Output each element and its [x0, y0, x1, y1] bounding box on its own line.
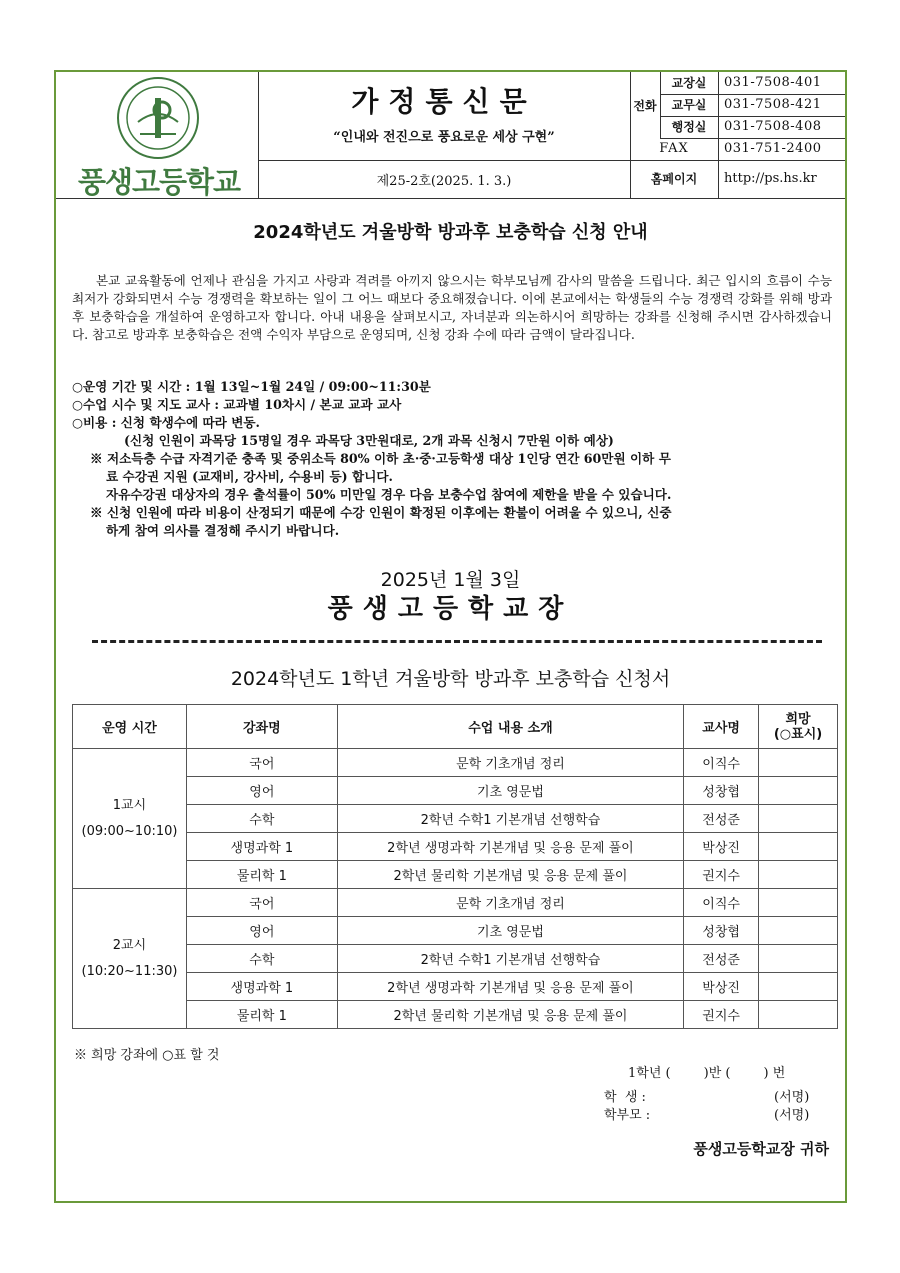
period-name: 2교시 — [112, 937, 147, 953]
course-desc: 2학년 물리학 기본개념 및 응용 문제 풀이 — [337, 1001, 683, 1029]
course-desc: 2학년 생명과학 기본개념 및 응용 문제 풀이 — [337, 973, 683, 1001]
period-cell — [73, 889, 187, 1029]
note-refund: ※ 신청 인원에 따라 비용이 산정되기 때문에 수강 인원이 확정된 이후에는 환불이 어려울 수 있으니, 신중 — [90, 505, 672, 520]
phone-row-label: 행정실 — [660, 116, 719, 138]
class-number-line[interactable]: 1학년 ( )반 ( ) 번 — [628, 1066, 786, 1081]
phone-row-academic — [660, 94, 845, 117]
cut-line — [92, 640, 822, 643]
course-desc: 2학년 수학1 기본개념 선행학습 — [337, 945, 683, 973]
col-time: 운영 시간 — [73, 705, 187, 749]
teacher-name: 성창협 — [684, 777, 759, 805]
homepage-url[interactable]: http://ps.hs.kr — [724, 171, 817, 186]
table-row — [73, 777, 838, 805]
col-teacher: 교사명 — [684, 705, 759, 749]
student-sign-label: 학 생 : — [604, 1090, 646, 1105]
teacher-name: 전성준 — [684, 805, 759, 833]
wish-cell[interactable] — [759, 833, 838, 861]
phone-row-label: 교장실 — [660, 72, 719, 94]
wish-cell[interactable] — [759, 749, 838, 777]
item-period: ○운영 기간 및 시간 : 1월 13일~1월 24일 / 09:00~11:30분 — [72, 379, 431, 394]
course-desc: 2학년 생명과학 기본개념 및 응용 문제 풀이 — [337, 833, 683, 861]
period-time: (09:00~10:10) — [81, 823, 178, 839]
teacher-name: 박상진 — [684, 833, 759, 861]
table-row — [73, 889, 838, 917]
school-motto: “인내와 전진으로 풍요로운 세상 구현” — [333, 130, 555, 145]
student-sign-mark[interactable]: (서명) — [774, 1090, 810, 1105]
course-desc: 문학 기초개념 정리 — [337, 749, 683, 777]
course-desc: 기초 영문법 — [337, 917, 683, 945]
teacher-name: 박상진 — [684, 973, 759, 1001]
teacher-name: 권지수 — [684, 1001, 759, 1029]
col-course: 강좌명 — [186, 705, 337, 749]
course-name: 국어 — [186, 749, 337, 777]
col-wish: 희망 (○표시) — [759, 705, 838, 749]
notice-title: 2024학년도 겨울방학 방과후 보충학습 신청 안내 — [253, 222, 648, 243]
item-cost: ○비용 : 신청 학생수에 따라 변동. — [72, 415, 260, 430]
document-frame — [54, 70, 847, 1203]
parent-sign-label: 학부모 : — [604, 1108, 651, 1123]
teacher-name: 이직수 — [684, 749, 759, 777]
notice-date: 2025년 1월 3일 — [380, 569, 521, 591]
homepage-row — [630, 160, 845, 198]
wish-cell[interactable] — [759, 805, 838, 833]
parent-sign-mark[interactable]: (서명) — [774, 1108, 810, 1123]
period-name: 1교시 — [112, 797, 147, 813]
phone-number: 031-7508-421 — [724, 97, 822, 112]
wish-cell[interactable] — [759, 973, 838, 1001]
note-refund-cont: 하게 참여 의사를 결정해 주시기 바랍니다. — [106, 523, 340, 538]
title-cell — [258, 72, 631, 161]
phone-row-label: 교무실 — [660, 94, 719, 116]
teacher-name: 성창협 — [684, 917, 759, 945]
period-time: (10:20~11:30) — [81, 963, 178, 979]
course-name: 물리학 1 — [186, 1001, 337, 1029]
table-row — [73, 805, 838, 833]
phone-row-admin — [660, 116, 845, 139]
table-row — [73, 917, 838, 945]
teacher-name: 이직수 — [684, 889, 759, 917]
course-name: 영어 — [186, 777, 337, 805]
course-name: 수학 — [186, 805, 337, 833]
course-name: 생명과학 1 — [186, 833, 337, 861]
wish-cell[interactable] — [759, 777, 838, 805]
course-desc: 2학년 수학1 기본개념 선행학습 — [337, 805, 683, 833]
school-seal-icon — [116, 76, 200, 160]
item-cost-detail: (신청 인원이 과목당 15명일 경우 과목당 3만원대로, 2개 과목 신청시 7만원 이하 예상) — [124, 433, 614, 448]
col-description: 수업 내용 소개 — [337, 705, 683, 749]
table-row — [73, 749, 838, 777]
contact-table — [630, 72, 845, 198]
teacher-name: 권지수 — [684, 861, 759, 889]
wish-cell[interactable] — [759, 917, 838, 945]
course-desc: 2학년 물리학 기본개념 및 응용 문제 풀이 — [337, 861, 683, 889]
issue-cell — [258, 160, 631, 198]
form-footnote: ※ 희망 강좌에 ○표 할 것 — [74, 1048, 220, 1063]
school-name-logo: 풍생고등학교 — [77, 165, 241, 199]
phone-label: 전화 — [630, 72, 661, 138]
homepage-label: 홈페이지 — [630, 160, 719, 198]
school-logo-area — [56, 72, 259, 198]
phone-number: 031-7508-408 — [724, 119, 822, 134]
course-desc: 문학 기초개념 정리 — [337, 889, 683, 917]
phone-number: 031-7508-401 — [724, 75, 822, 90]
fax-number: 031-751-2400 — [724, 141, 822, 156]
issue-number: 제25-2호(2025. 1. 3.) — [376, 174, 512, 189]
paper-title: 가정통신문 — [351, 85, 537, 118]
period-cell — [73, 749, 187, 889]
course-name: 수학 — [186, 945, 337, 973]
course-name: 생명과학 1 — [186, 973, 337, 1001]
course-desc: 기초 영문법 — [337, 777, 683, 805]
application-table — [72, 704, 838, 1029]
table-row — [73, 945, 838, 973]
course-name: 국어 — [186, 889, 337, 917]
table-row — [73, 861, 838, 889]
notice-items — [72, 378, 842, 540]
table-header-row — [73, 705, 838, 749]
fax-row — [630, 138, 845, 161]
letter-header — [56, 72, 845, 199]
teacher-name: 전성준 — [684, 945, 759, 973]
wish-cell[interactable] — [759, 889, 838, 917]
table-row — [73, 833, 838, 861]
phone-row-principal — [660, 72, 845, 95]
wish-cell[interactable] — [759, 1001, 838, 1029]
course-name: 물리학 1 — [186, 861, 337, 889]
course-name: 영어 — [186, 917, 337, 945]
intro-paragraph: 본교 교육활동에 언제나 관심을 가지고 사랑과 격려를 아끼지 않으시는 학부모님께 감사의 말씀을 드립니다. 최근 입시의 흐름이 수능 최저가 강화되면서 수능 경쟁력을 확보하는 일이 그 어느 때보다 중요해졌습니다. 이에 본교에서는 학생들의 수능 경쟁력 강화를 위해 방과후 보충학습을 개설하여 운영하고자 합니다. 아내 내용을 살펴보시고, 자녀분과 의논하시어 희망하는 강좌를 신청해 주시면 감사하겠습니다. 참고로 방과후 보충학습은 전액 수익자 부담으로 운영되며, 신청 강좌 수에 따라 금액이 달라집니다. — [72, 273, 832, 342]
note-attendance: 자유수강권 대상자의 경우 출석률이 50% 미만일 경우 다음 보충수업 참여에 제한을 받을 수 있습니다. — [106, 487, 672, 502]
note-voucher: ※ 저소득층 수급 자격기준 충족 및 중위소득 80% 이하 초·중·고등학생 대상 1인당 연간 60만원 이하 무 — [90, 451, 671, 466]
form-title: 2024학년도 1학년 겨울방학 방과후 보충학습 신청서 — [230, 668, 671, 690]
item-hours: ○수업 시수 및 지도 교사 : 교과별 10차시 / 본교 교과 교사 — [72, 397, 402, 412]
wish-cell[interactable] — [759, 861, 838, 889]
fax-label: FAX — [630, 138, 719, 160]
addressee: 풍생고등학교장 귀하 — [693, 1140, 829, 1158]
table-row — [73, 973, 838, 1001]
note-voucher-cont: 료 수강권 지원 (교재비, 강사비, 수용비 등) 합니다. — [106, 469, 393, 484]
wish-cell[interactable] — [759, 945, 838, 973]
table-row — [73, 1001, 838, 1029]
principal-signature: 풍생고등학교장 — [327, 594, 574, 624]
